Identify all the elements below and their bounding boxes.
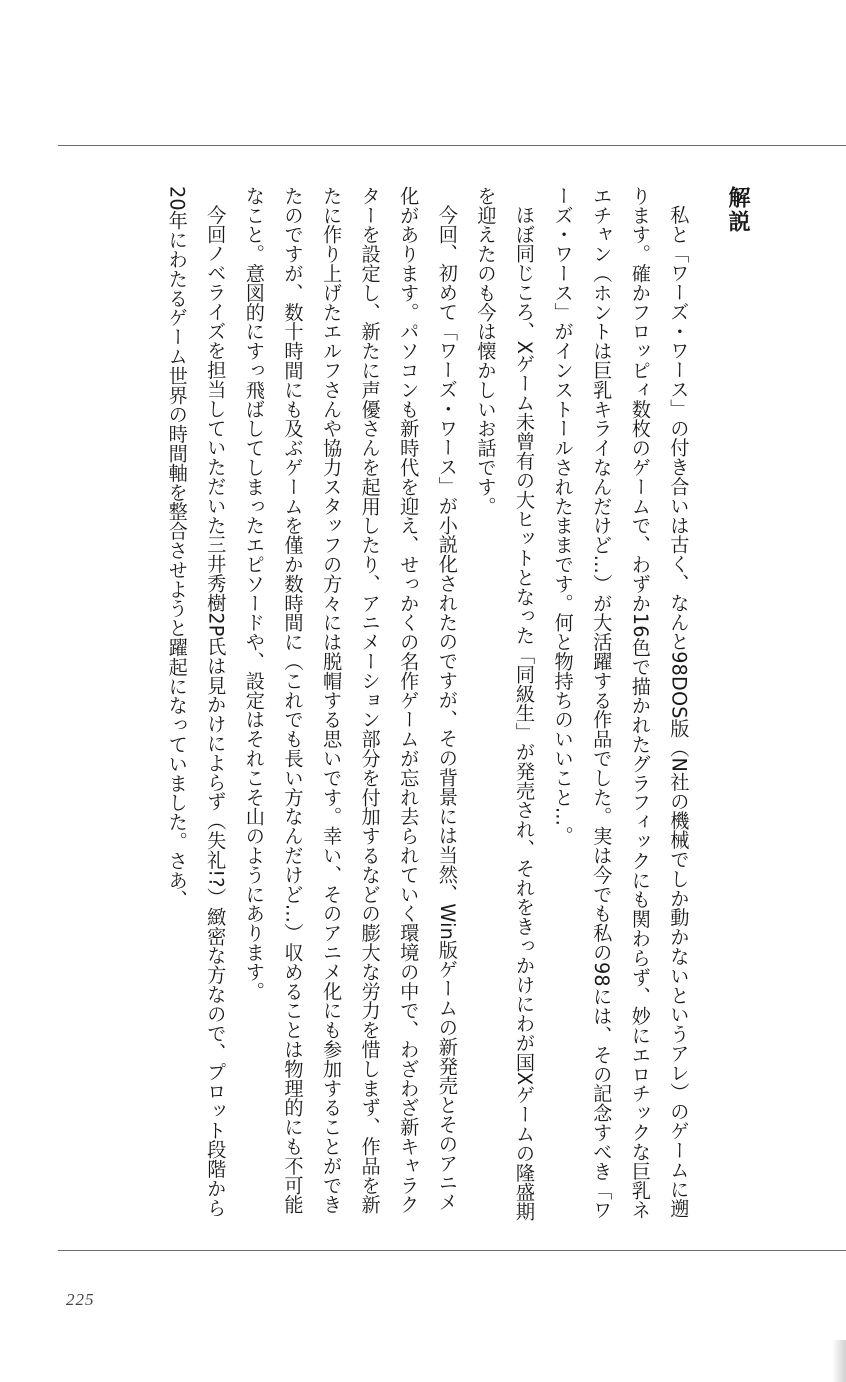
paragraph-2: ほぼ同じころ、Xゲーム未曾有の大ヒットとなった「同級生」が発売され、それをきっかけにわが国Xゲームの隆盛期を迎えたのも今は懐かしいお話です。 (474, 186, 537, 1222)
page-number: 225 (66, 1290, 95, 1309)
paragraph-4: 今回ノベライズを担当していただいた三井秀樹2P氏は見かけによらず（失礼!?）緻密な方なので、プロット段階から20年にわたるゲーム世界の時間軸を整合させようと躍起になっていました。さあ、 (165, 186, 228, 1218)
bottom-rule (58, 1250, 846, 1251)
paragraph-3: 今回、初めて「ワーズ・ワース」が小説化されたのですが、その背景には当然、Win版ゲームの新発売とそのアニメ化があります。パソコンも新時代を迎え、せっかくの名作ゲームが忘れ去られていく環境の中で、わざわざ新キャラクターを設定し、新たに声優さんを起用したり、アニメーション部分を付加するなどの膨大な労力を惜しまず、作品を新たに作り上げたエルフさんや協力スタッフの方々には脱帽する思いです。幸い、そのアニメ化にも参加することができたのですが、数十時間にも及ぶゲームを僅か数時間に（これでも長い方なんだけど…）収めることは物理的にも不可能なこと。意図的にすっ飛ばしてしまったエピソードや、設定はそれこそ山のようにあります。 (242, 186, 459, 1215)
commentary-text (157, 186, 818, 1226)
section-heading: 解説 (725, 186, 750, 234)
scan-edge-mark (832, 1340, 846, 1382)
paragraph-1: 私と「ワーズ・ワース」の付き合いは古く、なんと98DOS版（N社の機械でしか動かないというアレ）のゲームに遡ります。確かフロッピィ数枚のゲームで、わずか16色で描かれたグラフィックにも関わらず、妙にエロチックな巨乳ネエチャン（ホントは巨乳キライなんだけど…）が大活躍する作品でした。実は今でも私の98には、その記念すべき「ワーズ・ワース」がインストールされたままです。何と物持ちのいいこと…。 (551, 186, 691, 1220)
top-rule (58, 145, 846, 146)
